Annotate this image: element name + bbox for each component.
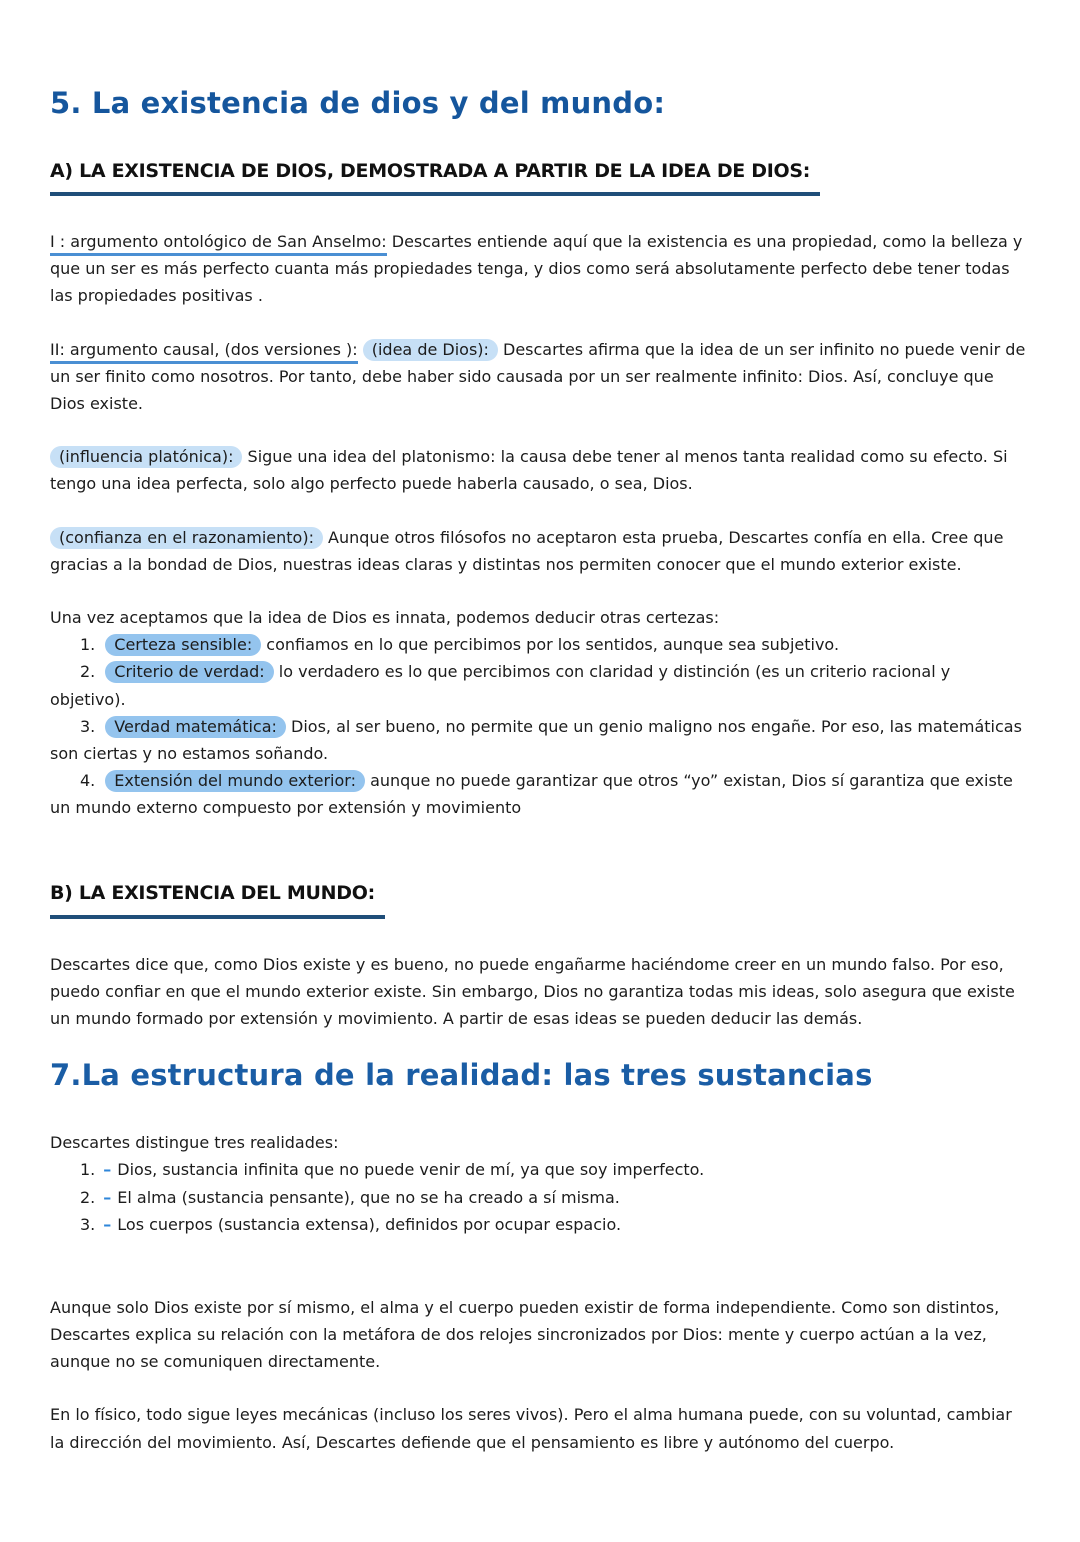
list-item-criterio-de-verdad xyxy=(50,658,1030,712)
highlight-certeza-sensible: Certeza sensible: xyxy=(105,634,261,656)
paragraph-argumento-causal-text: Descartes afirma que la idea de un ser infinito no puede venir de un ser finito como nosotros. Por tanto, debe haber sido causada por un ser realmente infinito: Dios. Así, concluye que Dios existe. xyxy=(50,339,1026,414)
list-item-cuerpos-sustancia xyxy=(50,1211,1030,1238)
dash-bullet: – xyxy=(103,1214,112,1234)
list-item-text: lo verdadero es lo que percibimos con claridad y distinción (es un criterio racional y objetivo). xyxy=(50,662,951,709)
highlight-extension-mundo-exterior: Extensión del mundo exterior: xyxy=(105,770,365,792)
spacer xyxy=(50,1264,1030,1294)
list-number: 3. xyxy=(80,1214,96,1234)
list-item-alma-sustancia xyxy=(50,1184,1030,1211)
list-item-text: Dios, al ser bueno, no permite que un genio maligno nos engañe. Por eso, las matemáticas son ciertas y no estamos soñando. xyxy=(50,716,1022,763)
list-item-verdad-matematica xyxy=(50,713,1030,767)
dash-bullet: – xyxy=(103,1160,112,1180)
list-item-text: confiamos en lo que percibimos por los sentidos, aunque sea subjetivo. xyxy=(261,635,840,655)
list-number: 3. xyxy=(80,716,96,736)
heading-existencia-del-mundo-text: B) LA EXISTENCIA DEL MUNDO: xyxy=(50,877,385,918)
list-item-extension-mundo-exterior xyxy=(50,767,1030,821)
sustancias-list xyxy=(50,1156,1030,1238)
paragraph-tres-realidades-intro: Descartes distingue tres realidades: xyxy=(50,1133,339,1153)
list-item-dios-sustancia xyxy=(50,1156,1030,1183)
highlight-influencia-platonica: (influencia platónica): xyxy=(50,446,242,468)
paragraph-confianza-razonamiento-text: Aunque otros filósofos no aceptaron esta prueba, Descartes confía en ella. Cree que gracias a la bondad de Dios, nuestras ideas claras y distintas nos permiten conocer que el mundo exterior existe. xyxy=(50,527,1004,574)
spacer xyxy=(50,847,1030,877)
section-7-title: 7.La estructura de la realidad: las tres sustancias xyxy=(50,1058,873,1093)
paragraph-existencia-del-mundo: Descartes dice que, como Dios existe y es bueno, no puede engañarme haciéndome creer en un mundo falso. Por eso, puedo confiar en que el mundo exterior existe. Sin embargo, Dios no garantiza todas mis ideas, solo asegura que existe un mundo formado por extensión y movimiento. A partir de esas ideas se pueden deducir las demás. xyxy=(50,954,1015,1029)
list-number: 1. xyxy=(80,635,96,655)
list-number: 2. xyxy=(80,662,96,682)
list-item-text: El alma (sustancia pensante), que no se ha creado a sí misma. xyxy=(117,1187,620,1207)
certezas-list xyxy=(50,631,1030,821)
list-item-text: aunque no puede garantizar que otros “yo” existan, Dios sí garantiza que existe un mundo externo compuesto por extensión y movimiento xyxy=(50,771,1013,818)
paragraph-relojes-sincronizados: Aunque solo Dios existe por sí mismo, el alma y el cuerpo pueden existir de forma independiente. Como son distintos, Descartes explica su relación con la metáfora de dos relojes sincronizados por Dios: mente y cuerpo actúan a la vez, aunque no se comuniquen directamente. xyxy=(50,1297,1000,1372)
heading-existencia-del-mundo xyxy=(50,877,1030,918)
list-item-text: Los cuerpos (sustancia extensa), definidos por ocupar espacio. xyxy=(117,1214,622,1234)
highlight-confianza-razonamiento: (confianza en el razonamiento): xyxy=(50,527,323,549)
paragraph-argumento-ontologico xyxy=(50,228,1030,310)
paragraph-certezas-intro: Una vez aceptamos que la idea de Dios es innata, podemos deducir otras certezas: xyxy=(50,607,720,627)
list-item-text: Dios, sustancia infinita que no puede venir de mí, ya que soy imperfecto. xyxy=(117,1160,705,1180)
paragraph-influencia-platonica-text: Sigue una idea del platonismo: la causa debe tener al menos tanta realidad como su efecto. Si tengo una idea perfecta, solo algo perfecto puede haberla causado, o sea, Dios. xyxy=(50,447,1008,494)
paragraph-argumento-causal xyxy=(50,336,1030,418)
highlight-criterio-de-verdad: Criterio de verdad: xyxy=(105,661,273,683)
heading-existencia-de-dios xyxy=(50,155,1030,196)
list-number: 4. xyxy=(80,771,96,791)
list-number: 1. xyxy=(80,1160,96,1180)
paragraph-confianza-razonamiento xyxy=(50,524,1030,578)
paragraph-influencia-platonica xyxy=(50,443,1030,497)
dash-bullet: – xyxy=(103,1187,112,1207)
list-item-certeza-sensible xyxy=(50,631,1030,658)
paragraph-leyes-mecanicas: En lo físico, todo sigue leyes mecánicas (incluso los seres vivos). Pero el alma humana puede, con su voluntad, cambiar la dirección del movimiento. Así, Descartes defiende que el pensamiento es libre y autónomo del cuerpo. xyxy=(50,1405,1012,1452)
lead-argumento-ontologico: I : argumento ontológico de San Anselmo: xyxy=(50,232,387,256)
section-5-title: 5. La existencia de dios y del mundo: xyxy=(50,86,666,120)
highlight-verdad-matematica: Verdad matemática: xyxy=(105,716,286,738)
heading-existencia-de-dios-text: A) LA EXISTENCIA DE DIOS, DEMOSTRADA A PARTIR DE LA IDEA DE DIOS: xyxy=(50,155,820,196)
highlight-idea-de-dios: (idea de Dios): xyxy=(363,339,498,361)
list-number: 2. xyxy=(80,1187,96,1207)
lead-argumento-causal: II: argumento causal, (dos versiones ): xyxy=(50,340,358,364)
paragraph-argumento-ontologico-text: Descartes entiende aquí que la existencia es una propiedad, como la belleza y que un ser es más perfecto cuanta más propiedades tenga, y dios como será absolutamente perfecto debe tener todas las propiedades positivas . xyxy=(50,232,1023,306)
